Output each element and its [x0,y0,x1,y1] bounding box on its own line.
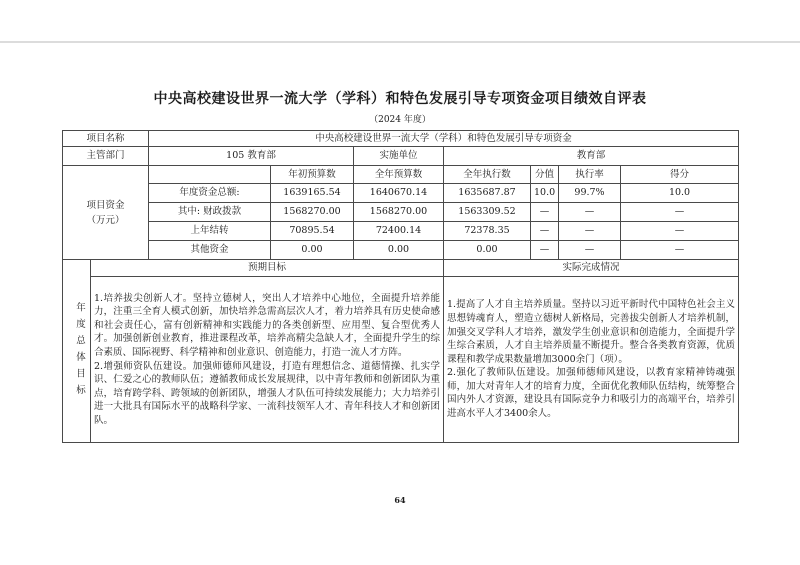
expected-goal-paragraph-2: 2.增强师资队伍建设。加强师德师风建设，打造有理想信念、道德情操、扎实学识、仁爱之心的教师队伍；遵循教师成长发展规律，以中青年教师和创新团队为重点，培育跨学科、跨领域的创新团队，增强人才队伍可持续发展能力；大力培养引进一大批具有国际水平的战略科学家、一流科技领军人才、青年科技人才和创新团队。 [94,360,440,426]
expected-goal-paragraph-1: 1.培养拔尖创新人才。坚持立德树人，突出人才培养中心地位，全面提升培养能力，注重三全育人模式创新，加快培养急需高层次人才，着力培养具有历史使命感和社会责任心，富有创新精神和实践能力的各类创新型、应用型、复合型优秀人才。加强创新创业教育，推进课程改革，培养高精尖急缺人才，全面提升学生的综合素质、国际视野、科学精神和创业意识、创造能力，打造一流人才方阵。 [94,292,440,358]
funding-header-score-value: 分值 [531,166,559,184]
goals-content-row [63,277,739,443]
funding-cell: 1639165.54 [271,184,354,203]
funding-label-line1: 项目资金 [86,199,125,211]
funding-cell: 1635687.87 [444,184,531,203]
funding-cell: — [621,241,739,260]
self-evaluation-table [62,130,738,443]
goals-row-label-cell [63,260,91,443]
funding-row-carryover [63,222,739,241]
document-subtitle: （2024 年度） [369,115,431,125]
funding-cell: 99.7% [559,184,621,203]
goals-row-label: 年度总体目标 [74,301,85,401]
funding-header-executed: 全年执行数 [444,166,531,184]
funding-cell: — [621,222,739,241]
funding-row-fiscal [63,203,739,222]
funding-label-line2: （万元） [86,214,125,226]
funding-cell: 1563309.52 [444,203,531,222]
funding-cell: 1640670.14 [354,184,444,203]
project-info-funding-table [62,130,739,260]
unit-value: 教育部 [444,147,739,166]
annual-goals-table [62,259,739,443]
funding-header-row [63,166,739,184]
project-name-label: 项目名称 [63,131,149,147]
expected-goals-text [91,277,444,443]
funding-cell: 1568270.00 [354,203,444,222]
funding-cell: — [531,203,559,222]
funding-header-annual-budget: 全年预算数 [354,166,444,184]
funding-cell: 0.00 [354,241,444,260]
actual-completion-paragraph-2: 2.强化了教师队伍建设。加强师德师风建设，以教育家精神铸魂强师，加大对青年人才的培育力度，全面优化教师队伍结构，统筹整合国内外人才资源，建设具有国际竞争力和吸引力的高端平台，培养引进高水平人才3400余人。 [447,367,735,420]
actual-completion-paragraph-1: 1.提高了人才自主培养质量。坚持以习近平新时代中国特色社会主义思想铸魂育人，塑造立德树人新格局，完善拔尖创新人才培养机制，加强交叉学科人才培养，激发学生创业意识和创造能力，全面提升学生综合素质，人才自主培养质量不断提升。整合各类教育资源，优质课程和教学成果数量增加3000余门（项）。 [447,299,735,365]
funding-row-other-label: 其他资金 [149,241,271,260]
actual-completion-text [444,277,739,443]
department-row [63,147,739,166]
page-top-edge [0,41,800,43]
project-name-value: 中央高校建设世界一流大学（学科）和特色发展引导专项资金 [149,131,739,147]
funding-cell: — [621,203,739,222]
funding-header-empty [149,166,271,184]
funding-row-total-label: 年度资金总额: [149,184,271,203]
goals-header-row [63,260,739,277]
funding-cell: 72400.14 [354,222,444,241]
funding-cell: 70895.54 [271,222,354,241]
funding-cell: 72378.35 [444,222,531,241]
funding-section-label [63,166,149,260]
funding-cell: — [559,222,621,241]
funding-header-initial-budget: 年初预算数 [271,166,354,184]
funding-cell: — [531,241,559,260]
funding-cell: 0.00 [444,241,531,260]
funding-cell: 1568270.00 [271,203,354,222]
funding-row-total [63,184,739,203]
funding-row-other [63,241,739,260]
funding-cell: — [559,241,621,260]
dept-value: 105 教育部 [149,147,354,166]
actual-completion-header: 实际完成情况 [444,260,739,277]
funding-cell: 10.0 [621,184,739,203]
unit-label: 实施单位 [354,147,444,166]
funding-cell: 10.0 [531,184,559,203]
funding-cell: — [531,222,559,241]
page-number: 64 [394,495,406,505]
dept-label: 主管部门 [63,147,149,166]
document-title: 中央高校建设世界一流大学（学科）和特色发展引导专项资金项目绩效自评表 [153,91,647,107]
funding-header-score: 得分 [621,166,739,184]
funding-cell: — [559,203,621,222]
funding-header-execution-rate: 执行率 [559,166,621,184]
funding-cell: 0.00 [271,241,354,260]
funding-row-fiscal-label: 其中: 财政拨款 [149,203,271,222]
project-name-row [63,131,739,147]
funding-row-carryover-label: 上年结转 [149,222,271,241]
expected-goals-header: 预期目标 [91,260,444,277]
